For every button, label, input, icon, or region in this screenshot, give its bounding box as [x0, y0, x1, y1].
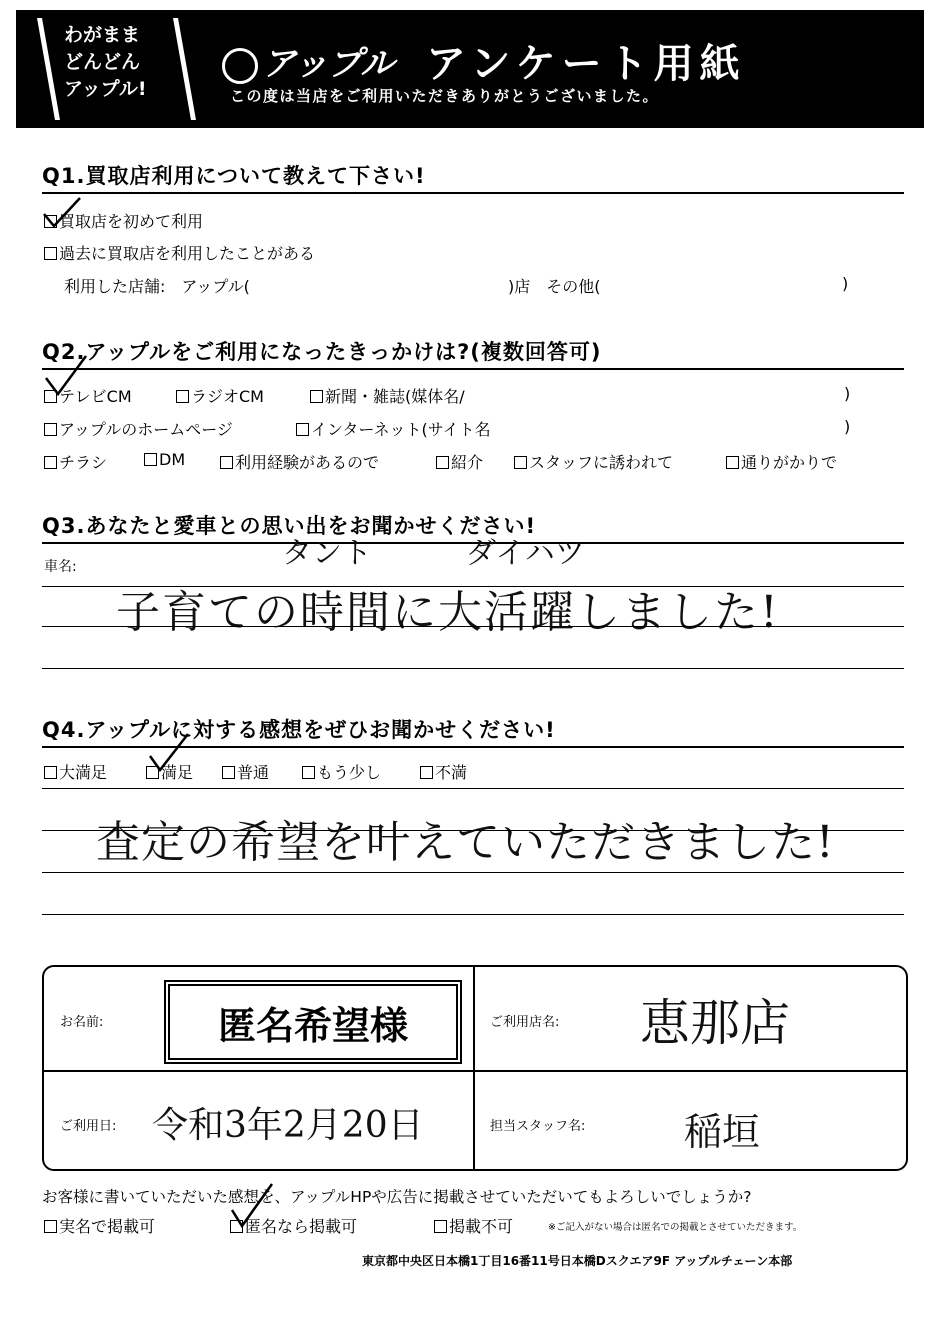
q2-option-homepage-label: アップルのホームページ	[59, 420, 233, 439]
name-field[interactable]	[164, 980, 462, 1064]
q4-option-satisfied-label: 満足	[161, 763, 194, 782]
checkbox[interactable]	[44, 766, 57, 779]
staff-value[interactable]: 稲垣	[684, 1110, 761, 1154]
q1-divider	[42, 192, 904, 194]
slogan: わがまま どんどん アップル!	[64, 24, 147, 100]
checkbox[interactable]	[420, 766, 433, 779]
consent-note: ※ご記入がない場合は匿名での掲載とさせていただきます。	[548, 1222, 803, 1233]
store-label: ご利用店名:	[490, 1015, 560, 1030]
checkbox[interactable]	[514, 456, 527, 469]
q2-option-staff-label: スタッフに誘われて	[529, 453, 674, 472]
q3-car-name: タント	[282, 536, 372, 571]
q2-option-internet-label: インターネット(サイト名	[311, 420, 491, 439]
q2-option-newspaper[interactable]	[310, 384, 465, 407]
check-mark-icon	[40, 352, 90, 398]
q2-close-paren-1: )	[844, 384, 851, 403]
q4-line-2	[42, 830, 904, 831]
name-label: お名前:	[60, 1015, 104, 1030]
customer-info-box	[42, 965, 908, 1171]
q2-option-radio[interactable]	[176, 384, 264, 407]
q4-title: Q4.アップルに対する感想をぜひお聞かせください!	[42, 718, 556, 742]
checkbox[interactable]	[144, 453, 157, 466]
date-label: ご利用日:	[60, 1119, 117, 1134]
q2-option-dm-label: DM	[159, 450, 186, 469]
staff-label: 担当スタッフ名:	[490, 1119, 586, 1134]
checkbox[interactable]	[436, 456, 449, 469]
q4-line-1	[42, 788, 904, 789]
q1-store-label: 利用した店舗: アップル(	[64, 277, 250, 296]
q2-option-flyer[interactable]	[44, 450, 107, 473]
q1-title: Q1.買取店利用について教えて下さい!	[42, 164, 426, 188]
apple-logo-icon	[222, 48, 258, 84]
consent-real-name-label: 実名で掲載可	[59, 1217, 156, 1236]
q1-close-paren: )	[842, 274, 849, 293]
form-vertical-divider	[473, 967, 475, 1169]
q4-line-4	[42, 914, 904, 915]
q2-option-flyer-label: チラシ	[59, 453, 108, 472]
q2-option-internet[interactable]	[296, 417, 491, 440]
checkbox[interactable]	[176, 390, 189, 403]
header-banner	[16, 10, 924, 128]
q4-option-normal-label: 普通	[237, 763, 270, 782]
q2-option-experience-label: 利用経験があるので	[235, 453, 380, 472]
q3-car-maker: ダイハツ	[466, 536, 585, 571]
q2-option-referral[interactable]	[436, 450, 483, 473]
q4-option-bit-more-label: もう少し	[317, 763, 382, 782]
q4-option-dissatisfied-label: 不満	[435, 763, 468, 782]
q3-line-3	[42, 668, 904, 669]
consent-question: お客様に書いていただいた感想を、アップルHPや広告に掲載させていただいてもよろしいでしょうか?	[42, 1188, 752, 1206]
q2-option-dm[interactable]	[144, 450, 185, 469]
consent-no-post-label: 掲載不可	[449, 1217, 514, 1236]
q1-option-past-use-label: 過去に買取店を利用したことがある	[59, 244, 316, 263]
q2-option-referral-label: 紹介	[451, 453, 484, 472]
q3-title: Q3.あなたと愛車との思い出をお聞かせください!	[42, 514, 537, 538]
check-mark-icon	[40, 194, 84, 230]
q4-option-very-satisfied-label: 大満足	[59, 763, 108, 782]
date-value[interactable]: 令和3年2月20日	[152, 1105, 424, 1146]
page-subtitle: この度は当店をご利用いただきありがとうございました。	[230, 87, 660, 105]
checkbox[interactable]	[726, 456, 739, 469]
q2-option-newspaper-label: 新聞・雑誌(媒体名/	[325, 387, 465, 406]
q4-answer: 査定の希望を叶えていただきました!	[96, 817, 835, 868]
form-horizontal-divider	[44, 1070, 906, 1072]
check-mark-icon	[146, 730, 192, 774]
checkbox[interactable]	[222, 766, 235, 779]
q1-store-suffix: )店 その他(	[508, 277, 601, 296]
checkbox[interactable]	[434, 1220, 447, 1233]
store-value[interactable]: 恵那店	[640, 994, 790, 1052]
checkbox[interactable]	[302, 766, 315, 779]
q3-answer: 子育ての時間に大活躍しました!	[116, 587, 780, 638]
checkbox[interactable]	[44, 456, 57, 469]
q4-option-bit-more[interactable]	[302, 760, 381, 783]
consent-anonymous-label: 匿名なら掲載可	[245, 1217, 358, 1236]
q2-option-passing-label: 通りがかりで	[741, 453, 838, 472]
q4-option-dissatisfied[interactable]	[420, 760, 467, 783]
q3-line-2	[42, 626, 904, 627]
q4-option-normal[interactable]	[222, 760, 269, 783]
q4-line-3	[42, 872, 904, 873]
hq-address: 東京都中央区日本橋1丁目16番11号日本橋Dスクエア9F アップルチェーン本部	[362, 1254, 793, 1268]
q2-option-homepage[interactable]	[44, 417, 233, 440]
logo-text: アップル	[262, 44, 395, 84]
page-title: アンケート用紙	[426, 41, 746, 87]
checkbox[interactable]	[44, 423, 57, 436]
q4-option-very-satisfied[interactable]	[44, 760, 107, 783]
slogan-left-bar	[37, 18, 60, 120]
q2-close-paren-2: )	[844, 417, 851, 436]
q2-option-tv-label: テレビCM	[59, 387, 132, 406]
name-value: 匿名希望様	[217, 1002, 408, 1048]
apple-logo	[222, 36, 394, 85]
checkbox[interactable]	[220, 456, 233, 469]
q2-option-passing[interactable]	[726, 450, 837, 473]
q2-option-radio-label: ラジオCM	[191, 387, 264, 406]
consent-real-name[interactable]	[44, 1214, 155, 1237]
q2-title: Q2.アップルをご利用になったきっかけは?(複数回答可)	[42, 340, 602, 364]
consent-no-post[interactable]	[434, 1214, 513, 1237]
checkbox[interactable]	[296, 423, 309, 436]
q2-option-experience[interactable]	[220, 450, 379, 473]
checkbox[interactable]	[310, 390, 323, 403]
q1-option-first-time-label: 買取店を初めて利用	[59, 212, 204, 231]
q2-option-staff[interactable]	[514, 450, 673, 473]
checkbox[interactable]	[44, 1220, 57, 1233]
q3-car-label: 車名:	[44, 559, 77, 575]
check-mark-icon	[228, 1180, 276, 1230]
q2-divider	[42, 368, 904, 370]
q1-option-past-use[interactable]	[44, 241, 315, 264]
checkbox[interactable]	[44, 247, 57, 260]
